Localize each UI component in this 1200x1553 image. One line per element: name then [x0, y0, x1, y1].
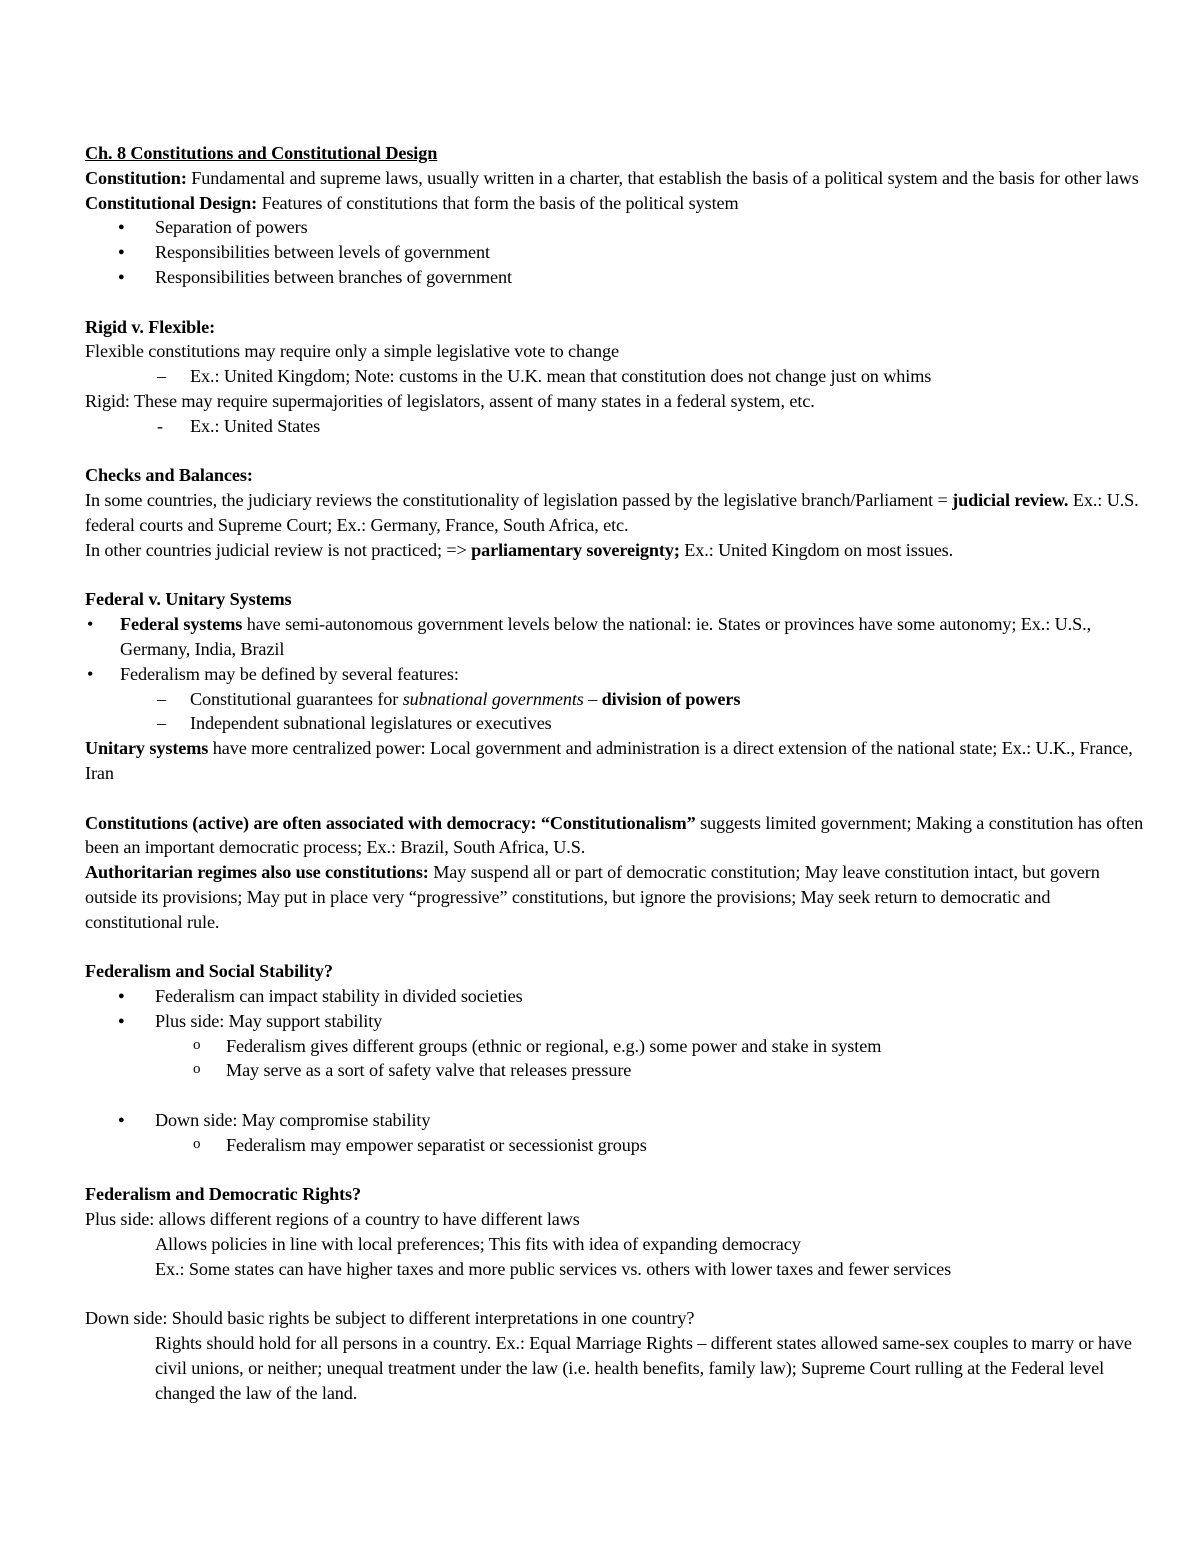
indented-text: Ex.: Some states can have higher taxes and more public services vs. others with lower taxes and fewer services [155, 1258, 952, 1279]
list-item: • Federal systems have semi-autonomous government levels below the national: ie. States or provinces have some autonomy; Ex.: U.S., Germany, India, Brazil [85, 612, 1145, 662]
list-item: o Federalism gives different groups (ethnic or regional, e.g.) some power and stake in system [85, 1034, 1145, 1059]
rigid-text: Rigid: These may require supermajorities of legislators, assent of many states in a federal system, etc. [85, 390, 815, 411]
section-heading: Federalism and Social Stability? [85, 961, 333, 982]
chapter-title: Ch. 8 Constitutions and Constitutional Design [85, 143, 438, 163]
section-heading: Federalism and Democratic Rights? [85, 1184, 362, 1205]
flexible-text: Flexible constitutions may require only a simple legislative vote to change [85, 341, 619, 362]
design-definition: Constitutional Design: Features of constitutions that form the basis of the political system [85, 192, 739, 213]
list-item: ● Plus side: May support stability [85, 1009, 1145, 1034]
list-item: ● Responsibilities between branches of government [85, 265, 1145, 290]
democracy-text: Constitutions (active) are often associated with democracy: “Constitutionalism” suggests limited government; Making a constitution has often been an important democratic process; Ex.: Brazil, South Africa, U.S. [85, 812, 1144, 858]
list-item: - Ex.: United States [85, 414, 1145, 439]
list-item: o Federalism may empower separatist or secessionist groups [85, 1133, 1145, 1158]
indented-text: Rights should hold for all persons in a country. Ex.: Equal Marriage Rights – different states allowed same-sex couples to marry or have civil unions, or neither; unequal treatment under the law (i.e. health benefits, family law); Supreme Court rulling at the Federal level changed the law of the land. [155, 1333, 1132, 1403]
list-item: ● Federalism can impact stability in divided societies [85, 984, 1145, 1009]
unitary-text: Unitary systems have more centralized power: Local government and administration is a direct extension of the national state; Ex.: U.K., France, Iran [85, 738, 1133, 783]
section-heading: Federal v. Unitary Systems [85, 589, 292, 610]
sovereignty-text: In other countries judicial review is not practiced; => parliamentary sovereignty; Ex.: United Kingdom on most issues. [85, 539, 954, 560]
indented-text: Allows policies in line with local preferences; This fits with idea of expanding democracy [155, 1234, 801, 1255]
list-item: • Federalism may be defined by several features: [85, 662, 1145, 687]
list-item: o May serve as a sort of safety valve that releases pressure [85, 1058, 1145, 1083]
list-item: – Ex.: United Kingdom; Note: customs in the U.K. mean that constitution does not change just on whims [85, 364, 1145, 389]
constitution-definition: Constitution: Fundamental and supreme laws, usually written in a charter, that establish the basis of a political system and the basis for other laws [85, 167, 1139, 188]
design-term: Constitutional Design: [85, 192, 258, 213]
judicial-review-text: In some countries, the judiciary reviews the constitutionality of legislation passed by the legislative branch/Parliament = judicial review. Ex.: U.S. federal courts and Supreme Court; Ex.: Germany, France, South Africa, etc. [85, 490, 1139, 535]
down-side-text: Down side: Should basic rights be subject to different interpretations in one country? [85, 1308, 695, 1329]
list-item: ● Separation of powers [85, 215, 1145, 240]
plus-side-text: Plus side: allows different regions of a country to have different laws [85, 1209, 580, 1230]
document-body [85, 141, 1145, 1406]
authoritarian-text: Authoritarian regimes also use constitutions: May suspend all or part of democratic constitution; May leave constitution intact, but govern outside its provisions; May put in place very “progressive” constitutions, but ignore the provisions; May seek return to democratic and constitutional rule. [85, 862, 1100, 932]
list-item: ● Responsibilities between levels of government [85, 240, 1145, 265]
list-item: ● Down side: May compromise stability [85, 1108, 1145, 1133]
section-heading: Checks and Balances: [85, 465, 253, 486]
constitution-term: Constitution: [85, 167, 187, 188]
section-heading: Rigid v. Flexible: [85, 316, 216, 337]
list-item: – Constitutional guarantees for subnational governments – division of powers [85, 687, 1145, 712]
list-item: – Independent subnational legislatures or executives [85, 711, 1145, 736]
